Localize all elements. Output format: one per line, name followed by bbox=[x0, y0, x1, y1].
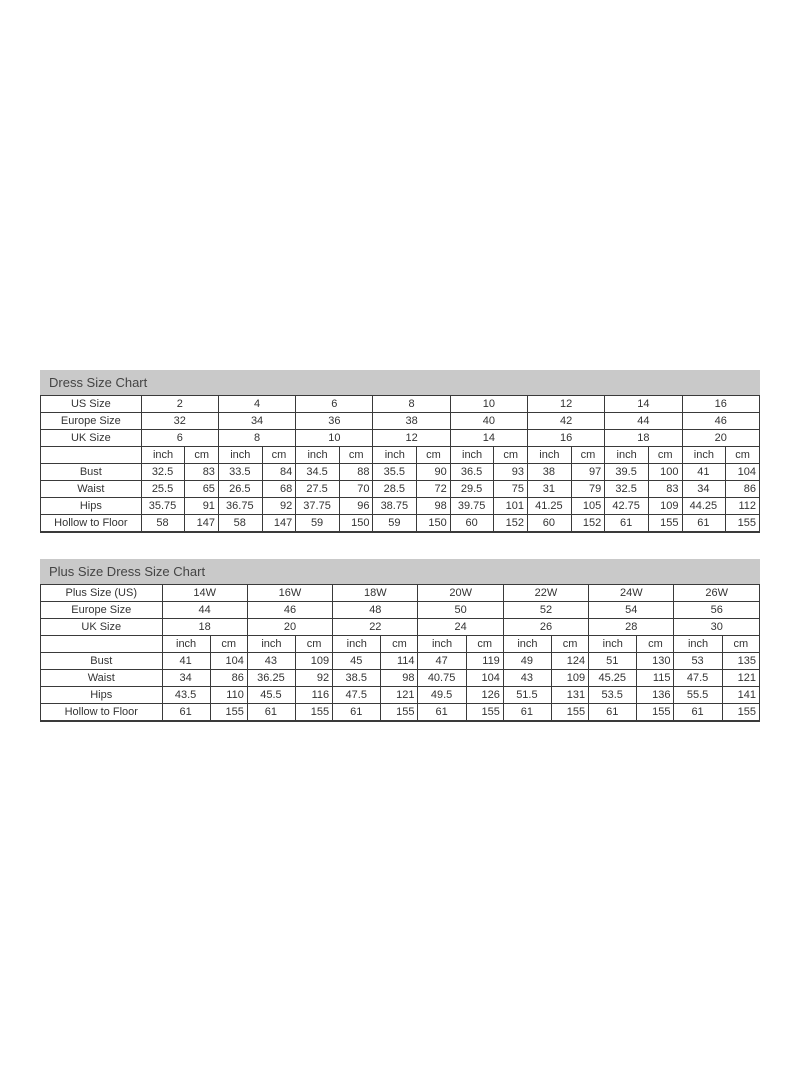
inch-value: 51 bbox=[589, 653, 637, 670]
cm-value: 104 bbox=[210, 653, 247, 670]
cm-value: 130 bbox=[637, 653, 674, 670]
size-value: 44 bbox=[162, 602, 247, 619]
inch-value: 41.25 bbox=[528, 498, 572, 515]
cm-value: 79 bbox=[571, 481, 605, 498]
inch-value: 26.5 bbox=[218, 481, 262, 498]
inch-value: 61 bbox=[605, 515, 649, 533]
inch-value: 44.25 bbox=[682, 498, 726, 515]
inch-value: 61 bbox=[674, 704, 722, 722]
cm-value: 121 bbox=[381, 687, 418, 704]
size-value: 14 bbox=[450, 430, 527, 447]
size-value: 26 bbox=[503, 619, 588, 636]
size-value: 48 bbox=[333, 602, 418, 619]
chart-title: Dress Size Chart bbox=[40, 370, 760, 395]
cm-value: 84 bbox=[262, 464, 296, 481]
size-value: 10 bbox=[296, 430, 373, 447]
unit-inch: inch bbox=[373, 447, 417, 464]
inch-value: 47.5 bbox=[674, 670, 722, 687]
cm-value: 112 bbox=[726, 498, 760, 515]
size-value: 52 bbox=[503, 602, 588, 619]
size-value: 26W bbox=[674, 585, 760, 602]
europe-size-row bbox=[41, 413, 760, 430]
size-value: 12 bbox=[528, 396, 605, 413]
unit-inch: inch bbox=[589, 636, 637, 653]
unit-cm: cm bbox=[296, 636, 333, 653]
blank-cell bbox=[41, 636, 163, 653]
cm-value: 101 bbox=[494, 498, 528, 515]
cm-value: 90 bbox=[417, 464, 451, 481]
inch-value: 43.5 bbox=[162, 687, 210, 704]
cm-value: 98 bbox=[417, 498, 451, 515]
cm-value: 150 bbox=[339, 515, 373, 533]
inch-value: 27.5 bbox=[296, 481, 340, 498]
cm-value: 109 bbox=[296, 653, 333, 670]
size-table bbox=[40, 584, 760, 722]
cm-value: 147 bbox=[262, 515, 296, 533]
size-value: 18 bbox=[605, 430, 682, 447]
size-value: 24 bbox=[418, 619, 503, 636]
unit-cm: cm bbox=[417, 447, 451, 464]
unit-cm: cm bbox=[466, 636, 503, 653]
inch-value: 36.25 bbox=[247, 670, 295, 687]
cm-value: 121 bbox=[722, 670, 759, 687]
inch-value: 58 bbox=[218, 515, 262, 533]
size-value: 22 bbox=[333, 619, 418, 636]
cm-value: 155 bbox=[552, 704, 589, 722]
unit-inch: inch bbox=[296, 447, 340, 464]
inch-value: 41 bbox=[162, 653, 210, 670]
row-label: UK Size bbox=[41, 430, 142, 447]
size-value: 42 bbox=[528, 413, 605, 430]
row-label: Europe Size bbox=[41, 413, 142, 430]
size-value: 14W bbox=[162, 585, 247, 602]
inch-value: 35.5 bbox=[373, 464, 417, 481]
inch-value: 33.5 bbox=[218, 464, 262, 481]
inch-value: 61 bbox=[333, 704, 381, 722]
cm-value: 110 bbox=[210, 687, 247, 704]
size-value: 16W bbox=[247, 585, 332, 602]
cm-value: 68 bbox=[262, 481, 296, 498]
size-value: 44 bbox=[605, 413, 682, 430]
inch-value: 55.5 bbox=[674, 687, 722, 704]
unit-cm: cm bbox=[262, 447, 296, 464]
size-table bbox=[40, 395, 760, 533]
cm-value: 109 bbox=[552, 670, 589, 687]
size-value: 40 bbox=[450, 413, 527, 430]
size-value: 6 bbox=[141, 430, 218, 447]
measurement-row bbox=[41, 704, 760, 722]
row-label: Bust bbox=[41, 653, 163, 670]
size-row bbox=[41, 396, 760, 413]
cm-value: 70 bbox=[339, 481, 373, 498]
inch-value: 58 bbox=[141, 515, 185, 533]
inch-value: 39.75 bbox=[450, 498, 494, 515]
size-value: 50 bbox=[418, 602, 503, 619]
cm-value: 83 bbox=[185, 464, 219, 481]
inch-value: 61 bbox=[418, 704, 466, 722]
unit-cm: cm bbox=[381, 636, 418, 653]
measurement-row bbox=[41, 653, 760, 670]
inch-value: 41 bbox=[682, 464, 726, 481]
size-value: 34 bbox=[218, 413, 295, 430]
size-value: 4 bbox=[218, 396, 295, 413]
cm-value: 155 bbox=[722, 704, 759, 722]
inch-value: 38 bbox=[528, 464, 572, 481]
inch-value: 45.5 bbox=[247, 687, 295, 704]
inch-value: 42.75 bbox=[605, 498, 649, 515]
unit-cm: cm bbox=[571, 447, 605, 464]
plus-size-dress-size-chart bbox=[40, 559, 760, 722]
row-label: UK Size bbox=[41, 619, 163, 636]
inch-value: 53 bbox=[674, 653, 722, 670]
unit-row bbox=[41, 636, 760, 653]
cm-value: 86 bbox=[210, 670, 247, 687]
row-label: Waist bbox=[41, 481, 142, 498]
row-label: Waist bbox=[41, 670, 163, 687]
unit-cm: cm bbox=[722, 636, 759, 653]
cm-value: 126 bbox=[466, 687, 503, 704]
row-label: Plus Size (US) bbox=[41, 585, 163, 602]
cm-value: 65 bbox=[185, 481, 219, 498]
cm-value: 116 bbox=[296, 687, 333, 704]
inch-value: 31 bbox=[528, 481, 572, 498]
blank-cell bbox=[41, 447, 142, 464]
cm-value: 136 bbox=[637, 687, 674, 704]
unit-inch: inch bbox=[247, 636, 295, 653]
cm-value: 152 bbox=[494, 515, 528, 533]
uk-size-row bbox=[41, 430, 760, 447]
row-label: Europe Size bbox=[41, 602, 163, 619]
cm-value: 150 bbox=[417, 515, 451, 533]
inch-value: 43 bbox=[247, 653, 295, 670]
measurement-row bbox=[41, 670, 760, 687]
inch-value: 61 bbox=[682, 515, 726, 533]
inch-value: 40.75 bbox=[418, 670, 466, 687]
inch-value: 38.5 bbox=[333, 670, 381, 687]
cm-value: 100 bbox=[648, 464, 682, 481]
size-value: 8 bbox=[373, 396, 450, 413]
cm-value: 72 bbox=[417, 481, 451, 498]
cm-value: 105 bbox=[571, 498, 605, 515]
inch-value: 36.75 bbox=[218, 498, 262, 515]
unit-inch: inch bbox=[605, 447, 649, 464]
unit-inch: inch bbox=[682, 447, 726, 464]
cm-value: 104 bbox=[726, 464, 760, 481]
dress-size-chart bbox=[40, 370, 760, 533]
unit-inch: inch bbox=[418, 636, 466, 653]
row-label: US Size bbox=[41, 396, 142, 413]
size-value: 22W bbox=[503, 585, 588, 602]
size-value: 18W bbox=[333, 585, 418, 602]
measurement-row bbox=[41, 515, 760, 533]
size-value: 46 bbox=[247, 602, 332, 619]
inch-value: 61 bbox=[503, 704, 551, 722]
size-value: 18 bbox=[162, 619, 247, 636]
inch-value: 59 bbox=[296, 515, 340, 533]
uk-size-row bbox=[41, 619, 760, 636]
cm-value: 155 bbox=[637, 704, 674, 722]
cm-value: 115 bbox=[637, 670, 674, 687]
cm-value: 96 bbox=[339, 498, 373, 515]
cm-value: 135 bbox=[722, 653, 759, 670]
size-value: 20 bbox=[682, 430, 759, 447]
size-value: 36 bbox=[296, 413, 373, 430]
cm-value: 83 bbox=[648, 481, 682, 498]
cm-value: 155 bbox=[210, 704, 247, 722]
cm-value: 155 bbox=[726, 515, 760, 533]
measurement-row bbox=[41, 687, 760, 704]
row-label: Hollow to Floor bbox=[41, 704, 163, 722]
row-label: Hips bbox=[41, 687, 163, 704]
cm-value: 124 bbox=[552, 653, 589, 670]
row-label: Bust bbox=[41, 464, 142, 481]
inch-value: 32.5 bbox=[605, 481, 649, 498]
chart-title: Plus Size Dress Size Chart bbox=[40, 559, 760, 584]
size-value: 28 bbox=[589, 619, 674, 636]
size-value: 12 bbox=[373, 430, 450, 447]
cm-value: 97 bbox=[571, 464, 605, 481]
measurement-row bbox=[41, 498, 760, 515]
inch-value: 32.5 bbox=[141, 464, 185, 481]
unit-inch: inch bbox=[450, 447, 494, 464]
unit-cm: cm bbox=[637, 636, 674, 653]
inch-value: 60 bbox=[450, 515, 494, 533]
inch-value: 39.5 bbox=[605, 464, 649, 481]
unit-cm: cm bbox=[210, 636, 247, 653]
unit-inch: inch bbox=[674, 636, 722, 653]
cm-value: 147 bbox=[185, 515, 219, 533]
inch-value: 60 bbox=[528, 515, 572, 533]
cm-value: 152 bbox=[571, 515, 605, 533]
cm-value: 109 bbox=[648, 498, 682, 515]
size-row bbox=[41, 585, 760, 602]
cm-value: 104 bbox=[466, 670, 503, 687]
row-label: Hips bbox=[41, 498, 142, 515]
unit-cm: cm bbox=[648, 447, 682, 464]
inch-value: 53.5 bbox=[589, 687, 637, 704]
size-value: 16 bbox=[528, 430, 605, 447]
cm-value: 155 bbox=[296, 704, 333, 722]
size-value: 56 bbox=[674, 602, 760, 619]
unit-inch: inch bbox=[503, 636, 551, 653]
inch-value: 47.5 bbox=[333, 687, 381, 704]
cm-value: 114 bbox=[381, 653, 418, 670]
inch-value: 38.75 bbox=[373, 498, 417, 515]
inch-value: 61 bbox=[247, 704, 295, 722]
size-value: 32 bbox=[141, 413, 218, 430]
cm-value: 93 bbox=[494, 464, 528, 481]
unit-cm: cm bbox=[726, 447, 760, 464]
unit-cm: cm bbox=[339, 447, 373, 464]
cm-value: 141 bbox=[722, 687, 759, 704]
inch-value: 45 bbox=[333, 653, 381, 670]
size-value: 38 bbox=[373, 413, 450, 430]
inch-value: 36.5 bbox=[450, 464, 494, 481]
cm-value: 155 bbox=[466, 704, 503, 722]
inch-value: 49 bbox=[503, 653, 551, 670]
cm-value: 131 bbox=[552, 687, 589, 704]
size-value: 54 bbox=[589, 602, 674, 619]
size-value: 30 bbox=[674, 619, 760, 636]
size-value: 46 bbox=[682, 413, 759, 430]
size-value: 2 bbox=[141, 396, 218, 413]
inch-value: 28.5 bbox=[373, 481, 417, 498]
size-value: 20 bbox=[247, 619, 332, 636]
size-value: 16 bbox=[682, 396, 759, 413]
inch-value: 43 bbox=[503, 670, 551, 687]
inch-value: 37.75 bbox=[296, 498, 340, 515]
inch-value: 25.5 bbox=[141, 481, 185, 498]
cm-value: 98 bbox=[381, 670, 418, 687]
inch-value: 51.5 bbox=[503, 687, 551, 704]
size-value: 10 bbox=[450, 396, 527, 413]
unit-inch: inch bbox=[141, 447, 185, 464]
unit-inch: inch bbox=[333, 636, 381, 653]
inch-value: 59 bbox=[373, 515, 417, 533]
cm-value: 155 bbox=[381, 704, 418, 722]
inch-value: 49.5 bbox=[418, 687, 466, 704]
inch-value: 34.5 bbox=[296, 464, 340, 481]
cm-value: 91 bbox=[185, 498, 219, 515]
row-label: Hollow to Floor bbox=[41, 515, 142, 533]
inch-value: 61 bbox=[589, 704, 637, 722]
inch-value: 34 bbox=[682, 481, 726, 498]
cm-value: 92 bbox=[262, 498, 296, 515]
measurement-row bbox=[41, 481, 760, 498]
unit-cm: cm bbox=[185, 447, 219, 464]
unit-inch: inch bbox=[162, 636, 210, 653]
size-value: 24W bbox=[589, 585, 674, 602]
inch-value: 35.75 bbox=[141, 498, 185, 515]
inch-value: 47 bbox=[418, 653, 466, 670]
unit-inch: inch bbox=[528, 447, 572, 464]
cm-value: 75 bbox=[494, 481, 528, 498]
inch-value: 29.5 bbox=[450, 481, 494, 498]
size-value: 14 bbox=[605, 396, 682, 413]
measurement-row bbox=[41, 464, 760, 481]
cm-value: 119 bbox=[466, 653, 503, 670]
cm-value: 86 bbox=[726, 481, 760, 498]
inch-value: 34 bbox=[162, 670, 210, 687]
size-value: 20W bbox=[418, 585, 503, 602]
cm-value: 92 bbox=[296, 670, 333, 687]
inch-value: 61 bbox=[162, 704, 210, 722]
inch-value: 45.25 bbox=[589, 670, 637, 687]
cm-value: 155 bbox=[648, 515, 682, 533]
size-value: 8 bbox=[218, 430, 295, 447]
cm-value: 88 bbox=[339, 464, 373, 481]
unit-cm: cm bbox=[552, 636, 589, 653]
size-value: 6 bbox=[296, 396, 373, 413]
europe-size-row bbox=[41, 602, 760, 619]
unit-cm: cm bbox=[494, 447, 528, 464]
unit-inch: inch bbox=[218, 447, 262, 464]
unit-row bbox=[41, 447, 760, 464]
